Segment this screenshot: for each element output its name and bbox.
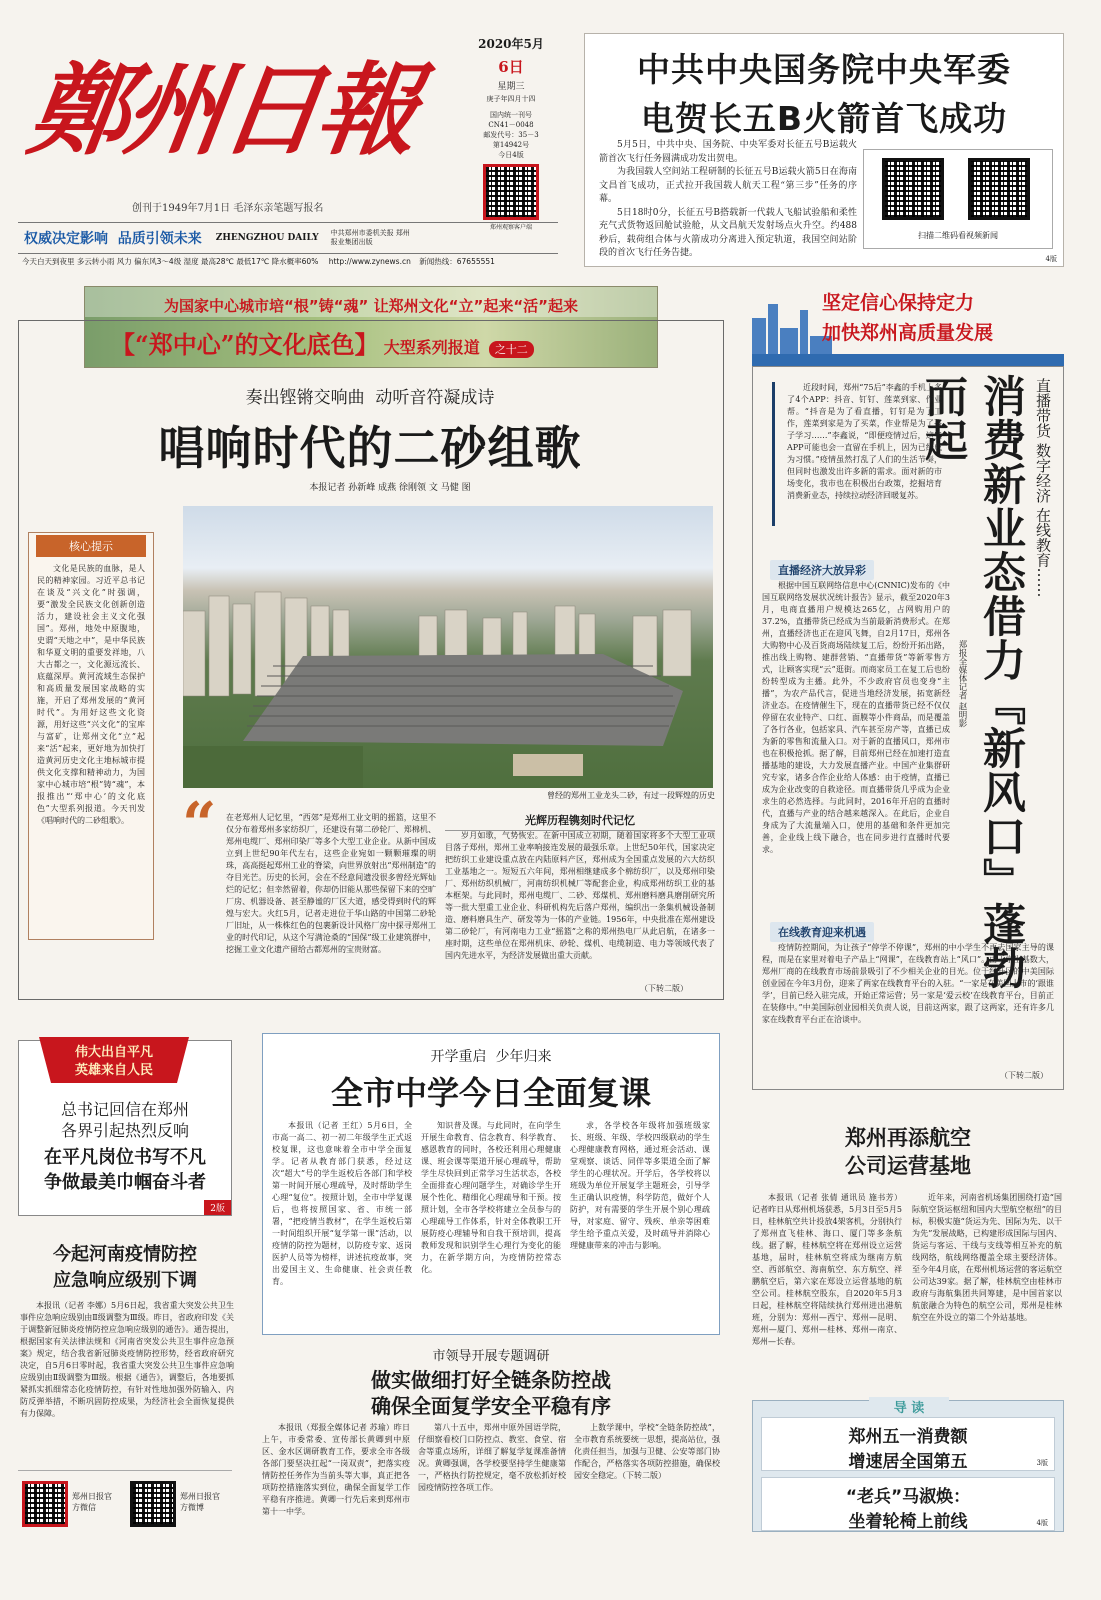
consumption-sub2-body: 疫情防控期间，为让孩子“停学不停课”，郑州的中小学生不再去国家主导的课程，而是在家里对着电子产品上“网课”，在线教育站上“风口”。由于学生基数大，郑州厂商的在线教育市场前景吸引了不少相关企业的目光。位于经开区的中美国际创业园在今年3月份，迎来了两家在线教育平台的入驻。“一家是在美国上市的‘跟谁学’，目前已经入驻完成，开始正常运营；另一家是‘爱云校’在线教育平台，目前正在装修中。”中美国际创业园相关负责人说，目前这两家，跟了这两家，还有许多几家在线教育平台正在洽谈中。: [762, 943, 1054, 1024]
consumption-sub1: 直播经济大放异彩: [770, 560, 874, 580]
hero-banner-2: 英雄来自人民: [74, 1063, 153, 1078]
wechat-qr-caption: 郑州日报官方微信: [72, 1492, 112, 1513]
pub-code-1: 国内统一刊号: [490, 111, 532, 119]
prevention-col-3: 上数学课中，学校“全链条防控战”，全市教育系统要统一思想，提高站位，强化责任担当，加强与卫健、公安等部门协作配合，严格落实各项防控措施，确保校园安全稳定。（下转二版）: [574, 1423, 720, 1480]
school-title: 全市中学今日全面复课: [330, 1074, 651, 1112]
culture-kicker: 奏出铿锵交响曲 动听音符凝成诗: [245, 388, 495, 408]
website[interactable]: http://www.zynews.cn: [328, 257, 411, 266]
app-qr-code[interactable]: [483, 164, 539, 220]
hero-title-2: 争做最美巾帼奋斗者: [44, 1172, 206, 1193]
guide-item-2-page: 4版: [1036, 1519, 1048, 1527]
video-qr-code-2[interactable]: [968, 158, 1030, 220]
hero-page-ref[interactable]: 2版: [204, 1200, 231, 1215]
date-day: 6日: [498, 58, 524, 76]
hero-banner-1: 伟大出自平凡: [74, 1045, 153, 1060]
hero-box: [18, 1040, 232, 1216]
guide-item-2-line-2: 坐着轮椅上前线: [848, 1512, 968, 1532]
guide-item-1-line-1: 郑州五一消费额: [848, 1427, 968, 1447]
top-story-page-ref[interactable]: 4版: [1045, 255, 1057, 263]
date-box: [465, 35, 557, 231]
prevention-kicker: 市领导开展专题调研: [432, 1349, 550, 1364]
slogan: 权威决定影响 品质引领未来: [24, 231, 202, 247]
school-col-1: 本报讯（记者 王红）5月6日，全市高一高二、初一初二年级学生正式返校复课，这也意味着全市中学全面复学。记者从教育部门获悉，经过这次“超大”号的学生返校后各部门和学校第一时间开展心理疏导，及时帮助学生心理“复位”。按照计划，全市中学复课后，也将按照国家、省、市统一部署，“把疫情当教材”，在学生返校后第一时间组织开展“复学第一课”活动，以疫情的防控为题材，以防疫专家、返岗医护人员等为榜样，讲述抗疫故事，突出爱国主义、生命健康、社会责任教育。: [272, 1121, 412, 1286]
date-year-month: 2020年5月: [478, 37, 544, 51]
core-hint-text: 文化是民族的血脉，是人民的精神家园。习近平总书记在谈及“兴文化”时强调，要“激发全民族文化创新创造活力，建设社会主义文化强国”。郑州，地处中原腹地，史谓“天地之中”，是中华民族和华夏文明的重要发祥地，八大古都之一，文化源远流长、底蕴深厚。黄河流域生态保护和高质量发展国家战略的实施，开启了郑州发展的“黄河时代”。为用好这些文化资源，用好这些“兴文化”的宝库与富矿，让郑州文化“立”起来“活”起来，更好地为加快打造黄河历史文化主地标城市提供文化支撑和精神动力，为国家中心城市培“根”铸“魂”，本报推出“‘郑中心’的文化底色”大型系列报道。今天刊发《唱响时代的二砂组歌》。: [37, 564, 145, 825]
core-hint-tag: 核心提示: [36, 535, 146, 557]
pub-code-2: CN41－0048: [488, 121, 534, 129]
prevention-col-1: 本报讯（郑报全媒体记者 苏瑜）昨日上午，市委常委、宣传部长黄卿到中原区、金水区调研教育工作，要求全市各级各部门要坚决扛起“一岗双责”，把落实疫情防控任务作为当前头等大事，真正把各项防控措施落实到位，确保全面复学工作平稳有序推进。黄卿一行先后来到郑州市第十一中学。: [262, 1423, 410, 1516]
pub-code-4: 第14942号: [492, 141, 530, 149]
consumption-banner-2: 加快郑州高质量发展: [822, 322, 994, 344]
school-kicker: 开学重启 少年归来: [430, 1049, 552, 1065]
video-qr-caption: 扫描二维码看视频新闻: [918, 231, 998, 240]
consumption-kicker: 直播带货 数字经济 在线教育……: [1034, 378, 1052, 598]
guide-item-1-line-2: 增速居全国第五: [848, 1452, 968, 1472]
culture-banner-series: 【“郑中心”的文化底色】: [111, 330, 379, 359]
guide-item-2-line-1: “老兵”马淑焕：: [845, 1487, 971, 1507]
epidemic-body: 本报讯（记者 李娜）5月6日起，我省重大突发公共卫生事件应急响应级别由Ⅱ级调整为Ⅲ级。昨日，省政府印发《关于调整新冠肺炎疫情防控应急响应级别的通告》。通告提出，根据国家有关法律法规和《河南省突发公共卫生事件应急预案》规定，结合我省新冠肺炎疫情防控形势，经省政府研究决定，自5月6日零时起，我省重大突发公共卫生事件应急响应级别由Ⅱ级调整为Ⅲ级。根据《通告》，调整后，各地要抓紧抓实抓细常态化疫情防控，有针对性地加强外防输入、内防反弹举措，不断巩固防控成果，为经济社会全面恢复提供有力保障。: [20, 1301, 234, 1418]
guide-item-1[interactable]: [761, 1417, 1055, 1471]
prevention-title-1: 做实做细打好全链条防控战: [371, 1368, 611, 1392]
culture-banner-type: 大型系列报道: [383, 338, 480, 357]
weather: 今天白天到夜里 多云转小雨 风力 偏东风3～4级 湿度 最高28℃ 最低17℃ 降水概率60%: [22, 257, 319, 266]
culture-intro-text: 在老郑州人记忆里，“西郊”是郑州工业文明的摇篮，这里不仅分布着郑州多家纺织厂，还建设有第二砂轮厂、郑棉机、郑州电缆厂、郑州印染厂等多个大型工业企业。从新中国成立到上世纪90年代左右，这些企业宛如一颗颗璀璨的明珠，高高挺起郑州工业的脊梁，向世界放射出“郑州制造”的夺目光芒。历史的长河，会在不经意间遗没很多曾经光辉灿烂的记忆；但幸然留着，你却仍旧能从那些保留下来的空旷厂房、机器设备、甚至静谧的厂区大道，感受得到时代的辉煌与宏大。火红5月，记者走进位于华山路的中国第二砂轮厂旧址，从一株株红色的包裹新设计风格厂房中探寻郑州工业的时代印记，从这个写满沧桑的“国保”级工业建筑群中，挖掘工业文化遗产留给古都郑州的宝贵财富。: [226, 813, 436, 954]
weekday: 星期三: [497, 82, 525, 92]
hero-subtitle-1: 总书记回信在郑州: [60, 1100, 189, 1119]
quote-mark-icon: “: [182, 790, 217, 860]
culture-continued[interactable]: （下转二版）: [640, 984, 688, 993]
erma-factory-photo: [183, 506, 713, 788]
epidemic-title-1: 今起河南疫情防控: [53, 1244, 197, 1265]
culture-banner-line-1: 为国家中心城市培“根”铸“魂” 让郑州文化“立”起来“活”起来: [163, 297, 579, 315]
airline-col-2: 近年来，河南省机场集团围绕打造“国际航空货运枢纽和国内大型航空枢纽”的目标，积极实施“货运为先、国际为先、以干为先”发展战略，已构建形成国际与国内、货运与客运、干线与支线等相互补充的航线网络，航线网络覆盖全球主要经济体。至今年4月底，在郑州机场运营的客运航空公司达39家。据了解，桂林航空由桂林市政府与海航集团共同筹建，是中国首家以航旅融合为特色的航空公司，郑州是桂林航空在外设立的第二个外站基地。: [912, 1193, 1062, 1322]
guide-box: [752, 1400, 1064, 1532]
footer-qr-area: [18, 1470, 232, 1532]
founded-line: 创刊于1949年7月1日 毛泽东亲笔题写报名: [132, 203, 324, 214]
consumption-byline: 郑报全媒体记者 赵明影: [957, 640, 967, 728]
culture-subhead: 光辉历程镌刻时代记忆: [445, 812, 715, 831]
guide-item-2[interactable]: [761, 1477, 1055, 1531]
hero-title-1: 在平凡岗位书写不凡: [44, 1147, 206, 1168]
hero-subtitle-2: 各界引起热烈反响: [60, 1121, 189, 1140]
wechat-qr-code[interactable]: [22, 1481, 68, 1527]
top-story: [584, 33, 1064, 267]
pub-code-5: 今日4版: [498, 151, 524, 159]
school-col-3: 求，各学校各年级将加强班级家长、班级、年级、学校四级联动的学生心理健康教育网格，通过班会活动、课堂观察、谈话、同伴等多渠道全面了解学生的心理状况。开学后，各学校将以班级为单位开展复学主题班会，引导学生正确认识疫情，科学防范，做好个人防护，对有需要的学生开展个别心理疏导，对家庭、留守、残疾、单亲等困难学生给予重点关爱，及时疏导并消除心理健康带来的冲击与影响。: [570, 1121, 710, 1250]
video-qr-code-1[interactable]: [882, 158, 944, 220]
weibo-qr-caption: 郑州日报官方微博: [180, 1492, 220, 1513]
factory-photo-svg: [183, 506, 713, 788]
prevention-col-2: 第八十五中，郑州中原外国语学院，仔细察看校门口防控点、教室、食堂、宿舍等重点场所，详细了解复学复课准备情况。黄卿强调，各学校要坚持学生健康第一，严格执行防控规定，毫不放松抓好校园疫情防控各项工作。: [418, 1423, 566, 1492]
airline-title-2: 公司运营基地: [845, 1154, 971, 1178]
consumption-continued[interactable]: （下转二版）: [1000, 1071, 1048, 1080]
airline-title-1: 郑州再添航空: [845, 1126, 971, 1150]
guide-label: 导 读: [869, 1397, 949, 1416]
culture-banner-number: 之十二: [489, 341, 534, 358]
publisher: 中共郑州市委机关报 郑州报业集团出版: [330, 228, 410, 246]
consumption-sub1-body: 根据中国互联网络信息中心(CNNIC)发布的《中国互联网络发展状况统计报告》显示，截至2020年3月，电商直播用户规模达265亿，占网购用户的37.2%，直播带货已经成为当前最新消费形式。在郑州，直播经济也正在迎风飞舞，自2月17日，郑州各大购物中心及百货商场陆续复工后，纷纷开拓出路，推出线上购物、建群营销、“直播带货”等新零售方式，让顾客实现“云”逛街。而商家员工在复工后也纷纷转型成为主播。此外，不少政府官员也变身“主播”，为农产品代言，促进当地经济发展，拓宽新经济业态。在疫情催生下，现在的直播带货已经不仅仅停留在农业特产、口红、面膜等小件商品，而是覆盖了各行各业，包括家具、汽车甚至房产等，直播已成为新的零售和流量入口。对于新的直播风口，郑州市也在积极抢抓。据了解，目前郑州已经在加速打造直播基地的建设，大力发展直播产业。中国产业集群研究专家，诸多合作企业给人体感：由于疫情，直播已成为企业改变的自救途径。而直播带货几乎成为企业求生的必然选择。与此同时，2016年开启的直播时代，直播与产业的结合越来越深入。在此后，企业自身成为了大流量端入口，使用的基础和条件更加完善，企业线上线下融合，也在同步进行直播时代要求。: [762, 581, 950, 854]
weather-bar: [22, 256, 562, 270]
guide-item-1-page: 3版: [1036, 1459, 1048, 1467]
top-story-p2: 为我国载人空间站工程研制的长征五号B运载火箭5日在海南文昌首飞成功，正式拉开我国载人航天工程“第三步”任务的序幕。: [599, 167, 857, 204]
weibo-qr-code[interactable]: [130, 1481, 176, 1527]
english-name: ZHENGZHOU DAILY: [215, 233, 319, 243]
newspaper-logo: 鄭州日報: [21, 51, 423, 169]
photo-caption: 曾经的郑州工业龙头二砂，有过一段辉煌的历史: [547, 791, 715, 800]
epidemic-title-2: 应急响应级别下调: [53, 1270, 197, 1291]
consumption-banner: [752, 278, 1064, 366]
slogan-bar: [18, 222, 558, 254]
top-story-p3: 5日18时0分，长征五号B搭载新一代载人飞船试验船和柔性充气式货物返回舱试验舱，从文昌航天发射场点火升空。约488秒后，载荷组合体与火箭成功分离进入预定轨道，我国空间站阶段的首次飞行任务告捷。: [599, 207, 857, 258]
consumption-lead: 近段时间，郑州“75后”李鑫的手机上多了4个APP：抖音、钉钉、莲菜到家、作业帮。“抖音是为了看直播，钉钉是为了工作，莲菜到家是为了买菜，作业帮是为了孩子学习……”李鑫说，“即便疫情过后，这些APP可能也会一直留在手机上，因为已经成为习惯。”疫情虽然打乱了人们的生活节奏，但同时也激发出许多新的需求。面对新的市场变化，我市也在积极出台政策，挖掘培育消费新业态，持续拉动经济回暖复苏。: [772, 382, 942, 526]
app-qr-caption: 郑州观察客户端: [489, 224, 532, 231]
core-hint-box: [28, 532, 154, 940]
culture-title: 唱响时代的二砂组歌: [158, 421, 582, 475]
culture-byline: 本报记者 孙新峰 成燕 徐刚领 文 马健 图: [309, 483, 471, 493]
consumption-banner-1: 坚定信心保持定力: [822, 292, 975, 314]
culture-body-text: 岁月如歌，气势恢宏。在新中国成立初期，随着国家将多个大型工业项目落子郑州，郑州工业率响接连发展的最强乐章。上世纪50年代，国家决定把纺织工业建设重点放在内陆原料产区，郑州成为全国重点发展的六大纺织工业基地之一。短短五六年间，郑州相继建成多个棉纺织厂，以及郑州印染厂、郑州纺织机械厂，河南纺织机械厂等配套企业，构成郑州纺织工业的基本框架。与此同时，郑州电缆厂、二砂、郑煤机、郑州磨料磨具磨削研究所等一批大型重工业企业、科研机构先后落户郑州，编织出一条集机械设备制造、磨料磨具生产、研发等为一体的产业链。1956年，中央批准在郑州建设第二砂轮厂，有河南电力工业“摇篮”之称的郑州热电厂从此启航，在诸多一座时期，这些单位在郑州机床、砂轮、煤机、电缆制造、电力等领域代表了国内先进水平，为经济发展做出重大贡献。: [445, 831, 715, 960]
top-story-title-2: 电贺长五B火箭首飞成功: [640, 99, 1008, 138]
top-story-title-1: 中共中央国务院中央军委: [637, 50, 1011, 89]
hotline: 新闻热线：67655551: [419, 257, 495, 266]
pub-code-3: 邮发代号：35－3: [483, 131, 539, 139]
prevention-title-2: 确保全面复学安全平稳有序: [371, 1394, 611, 1418]
airline-col-1: 本报讯（记者 张倩 通讯员 施书芳）记者昨日从郑州机场获悉，5月3日至5月5日，桂林航空共计投放4架客机，分别执行了郑州直飞桂林、海口、厦门等多条航线。据了解，桂林航空将在郑州设立运营基地，届时，桂林航空将成为继南方航空、西部航空、海南航空、东方航空、祥鹏航空后，第六家在郑设立运营基地的航空公司。桂林航空股东，自2020年5月3日起，桂林航空将陆续执行郑州进出港航班，分别为：郑州—西宁、郑州—昆明、郑州—厦门、郑州—桂林、郑州—南京、郑州—长春。: [752, 1193, 902, 1346]
top-story-p1: 5月5日，中共中央、国务院、中央军委对长征五号B运载火箭首次飞行任务圆满成功发出贺电。: [599, 140, 857, 164]
consumption-sub2: 在线教育迎来机遇: [770, 922, 874, 942]
consumption-title: 消费新业态借力『新风口』蓬勃而起: [918, 374, 1026, 990]
lunar-date: 庚子年四月十四: [486, 95, 536, 103]
school-col-2: 知识普及课。与此同时，在向学生开展生命教育、信念教育、科学教育、感恩教育的同时，各校还利用心理健康课、班会课等渠道开展心理疏导，帮助学生尽快回到正常学习生活状态，各校全面排查心理问题学生，对确诊学生开展个性化、精细化心理疏导和干预。按照计划，全市各学校将建立全员参与的心理疏导工作体系，针对全体教职工开展防疫心理辅导和自我干预培训，提高教师发现和识别学生心理行为变化的能力，在新学期方向，为疫情防控常态化。: [421, 1121, 561, 1274]
masthead-logo: [21, 25, 450, 195]
